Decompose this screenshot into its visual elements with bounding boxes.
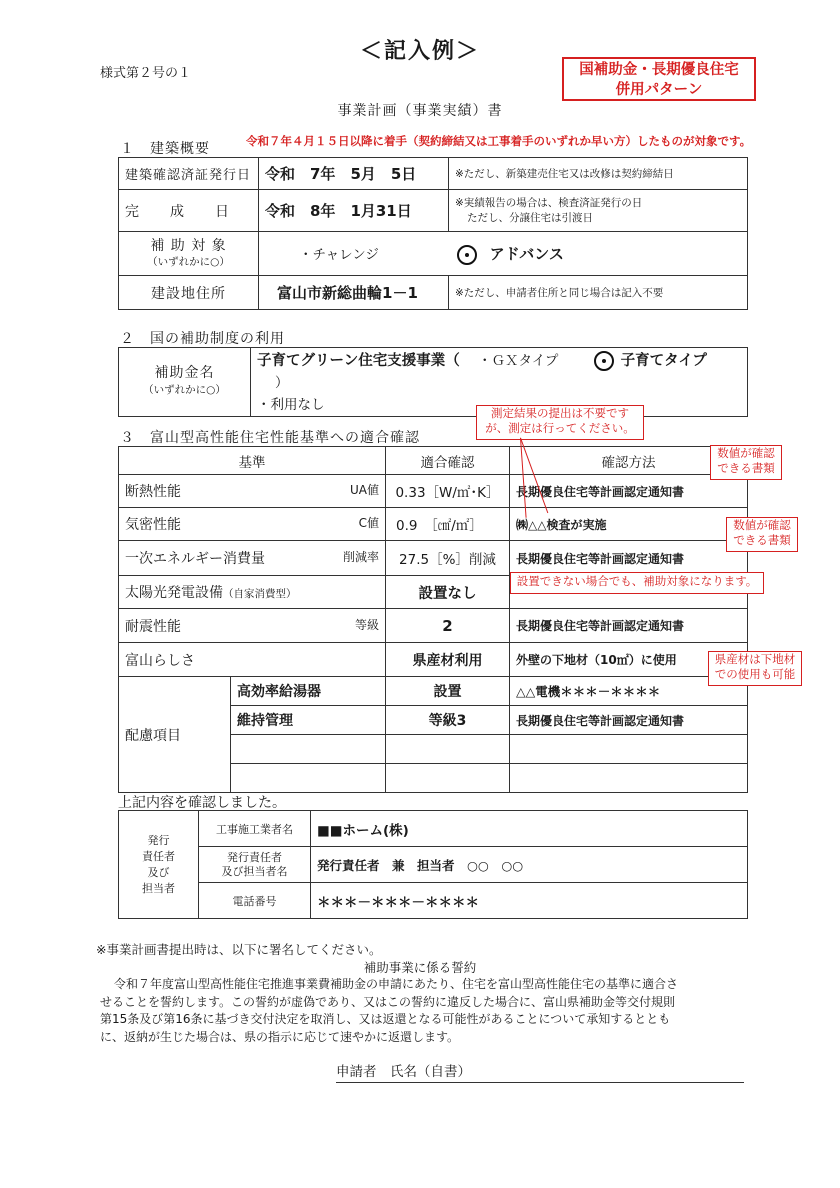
option-kosodate: 子育てタイプ (620, 353, 707, 369)
kansei-note-1: ※実績報告の場合は、検査済証発行の日 (455, 196, 643, 209)
energy-method: 長期優良住宅等計画認定通知書 (510, 541, 748, 576)
contractor-label: 工事施工業者名 (199, 811, 311, 847)
doc-callout-1 (710, 445, 782, 480)
hairyo-method-2: 長期優良住宅等計画認定通知書 (510, 706, 748, 735)
address-label: 建設地住所 (119, 276, 259, 310)
taishin-name: 耐震性能 (125, 618, 181, 635)
form-number: 様式第２号の１ (100, 66, 192, 81)
dannetsu-unit: UA値 (350, 483, 379, 497)
doc-callout-2-line2: できる書類 (733, 533, 791, 547)
dannetsu-name: 断熱性能 (125, 484, 181, 500)
hairyo-label: 配慮項目 (119, 677, 231, 793)
kenzai-callout (708, 651, 802, 686)
toyama-value: 県産材利用 (386, 643, 510, 677)
kansei-label: 完 成 日 (119, 190, 259, 232)
confirm-table (118, 810, 748, 919)
option-advance: アドバンス (489, 244, 564, 263)
section1-table (118, 157, 748, 310)
option-none: ・利用なし (257, 397, 325, 413)
subsidy-label: 補助金名 (154, 365, 215, 381)
kakunin-note: ※ただし、新築建売住宅又は改修は契約締結日 (449, 158, 748, 190)
kakunin-value: 令和 7年 5月 5日 (259, 158, 449, 190)
energy-unit: 削減率 (342, 550, 379, 564)
confirm-heading: 上記内容を確認しました。 (118, 795, 286, 811)
taishin-method: 長期優良住宅等計画認定通知書 (510, 609, 748, 643)
taishin-value: 2 (386, 609, 510, 643)
hairyo-value-4 (386, 764, 510, 793)
person-label-2: 及び担当者名 (221, 864, 288, 878)
subsidy-label-cell (119, 348, 251, 417)
confirm-side-2: 責任者 (142, 849, 175, 863)
hairyo-method-4 (510, 764, 748, 793)
energy-name: 一次エネルギー消費量 (125, 551, 265, 567)
vow-line-4: に、返納が生じた場合は、県の指示に応じて速やかに返還します。 (100, 1029, 460, 1044)
solar-value: 設置なし (386, 576, 510, 609)
vow-note: ※事業計画書提出時は、以下に署名してください。 (96, 942, 382, 957)
vow-body (100, 976, 760, 1046)
option-challenge: ・チャレンジ (299, 246, 379, 263)
phone-label: 電話番号 (199, 883, 311, 919)
kansei-note-2: ただし、分譲住宅は引渡日 (467, 211, 593, 224)
confirm-side-4: 担当者 (142, 881, 175, 895)
address-note: ※ただし、申請者住所と同じ場合は記入不要 (449, 276, 748, 310)
energy-value: 27.5［%］削減 (386, 541, 510, 576)
hairyo-method-1: △△電機＊＊＊－＊＊＊＊ (510, 677, 748, 706)
section2-heading: ２ 国の補助制度の利用 (120, 331, 285, 347)
kenzai-callout-line1: 県産材は下地材 (714, 652, 796, 666)
doc-callout-1-line2: できる書類 (717, 461, 775, 475)
dannetsu-value: 0.33［W/㎡･K］ (386, 475, 510, 508)
phone-value: ＊＊＊－＊＊＊－＊＊＊＊ (311, 883, 748, 919)
row-solar (119, 576, 386, 609)
hairyo-item-1: 高効率給湯器 (231, 677, 386, 706)
kimitsu-unit: C値 (358, 516, 379, 530)
col-kijun: 基準 (119, 447, 386, 475)
kimitsu-method: ㈱△△検査が実施 (510, 508, 748, 541)
subsidy-program: 子育てグリーン住宅支援事業（ (257, 353, 460, 369)
taisho-label: 補 助 対 象 (150, 237, 227, 254)
hairyo-item-2: 維持管理 (231, 706, 386, 735)
selected-circle-icon (457, 245, 477, 265)
doc-callout-1-line1: 数値が確認 (717, 446, 775, 460)
contractor-value: ■■ホーム(株) (311, 811, 748, 847)
subsidy-sublabel: （いずれかに○） (143, 384, 226, 396)
selected-circle-icon (594, 351, 614, 371)
option-gx: ・ＧＸタイプ (478, 353, 559, 369)
dannetsu-method: 長期優良住宅等計画認定通知書 (510, 475, 748, 508)
confirm-side-1: 発行 (147, 833, 170, 847)
section1-heading: １ 建築概要 (120, 141, 210, 157)
measure-callout-line2: が、測定は行ってください。 (485, 421, 635, 435)
hairyo-value-1: 設置 (386, 677, 510, 706)
vow-line-2: せることを誓約します。この誓約が虚偽であり、又はこの誓約に違反した場合に、富山県補助金等交付規則 (100, 994, 676, 1009)
confirm-side-label (119, 811, 199, 919)
solar-callout: 設置できない場合でも、補助対象になります。 (510, 572, 764, 594)
row-dannetsu (119, 475, 386, 508)
vow-title: 補助事業に係る誓約 (363, 960, 477, 975)
kimitsu-name: 気密性能 (125, 517, 181, 533)
section1-red-note: 令和７年４月１５日以降に着手（契約締結又は工事着手のいずれか早い方）したものが対象です。 (246, 134, 752, 148)
kenzai-callout-line2: での使用も可能 (714, 667, 796, 681)
hairyo-value-3 (386, 735, 510, 764)
kansei-note (449, 190, 748, 232)
person-label (199, 847, 311, 883)
section2-table (118, 347, 748, 417)
doc-callout-2 (726, 517, 798, 552)
person-label-1: 発行責任者 (227, 850, 282, 864)
solar-name: 太陽光発電設備 (125, 585, 223, 601)
person-value: 発行責任者 兼 担当者 ○○ ○○ (311, 847, 748, 883)
vow-line-3: 第15条及び第16条に基づき交付決定を取消し、又は返還となる可能性があることについて承知するととも (100, 1012, 671, 1026)
signature-label: 申請者 氏名（自書） (336, 1064, 471, 1080)
row-energy (119, 541, 386, 576)
row-taishin (119, 609, 386, 643)
toyama-name: 富山らしさ (119, 643, 386, 677)
vow-line-1: 令和７年度富山型高性能住宅推進事業費補助金の申請にあたり、住宅を富山型高性能住宅の基準に適合さ (114, 977, 679, 991)
kakunin-label: 建築確認済証発行日 (119, 158, 259, 190)
taisho-sublabel: （いずれかに○） (147, 255, 230, 268)
document-title: 事業計画（事業実績）書 (337, 103, 503, 119)
pattern-line1: 国補助金・長期優良住宅 (579, 62, 739, 78)
row-kimitsu (119, 508, 386, 541)
hairyo-value-2: 等級3 (386, 706, 510, 735)
pattern-line2: 併用パターン (615, 82, 703, 98)
signature-line[interactable] (336, 1060, 744, 1083)
hairyo-item-3 (231, 735, 386, 764)
toyama-method: 外壁の下地材（10㎡）に使用 (510, 643, 748, 677)
solar-name-small: （自家消費型） (223, 588, 297, 600)
address-value: 富山市新総曲輪1－1 (259, 276, 449, 310)
doc-callout-2-line1: 数値が確認 (733, 518, 791, 532)
col-tekigo: 適合確認 (386, 447, 510, 475)
taisho-options (259, 232, 748, 276)
page-title: ＜記入例＞ (359, 39, 480, 64)
confirm-side-3: 及び (147, 865, 170, 879)
hairyo-item-4 (231, 764, 386, 793)
pattern-box (562, 57, 756, 101)
measure-callout (476, 405, 644, 440)
kimitsu-value: 0.9 ［㎠/㎡］ (386, 508, 510, 541)
hairyo-method-3 (510, 735, 748, 764)
kansei-value: 令和 8年 1月31日 (259, 190, 449, 232)
section3-table (118, 446, 748, 793)
taishin-unit: 等級 (354, 617, 379, 632)
section3-heading: ３ 富山型高性能住宅性能基準への適合確認 (120, 430, 420, 446)
measure-callout-line1: 測定結果の提出は不要です (491, 406, 629, 420)
program-close: ） (275, 375, 289, 391)
taisho-label-cell (119, 232, 259, 276)
col-houhou: 確認方法 (510, 447, 748, 475)
